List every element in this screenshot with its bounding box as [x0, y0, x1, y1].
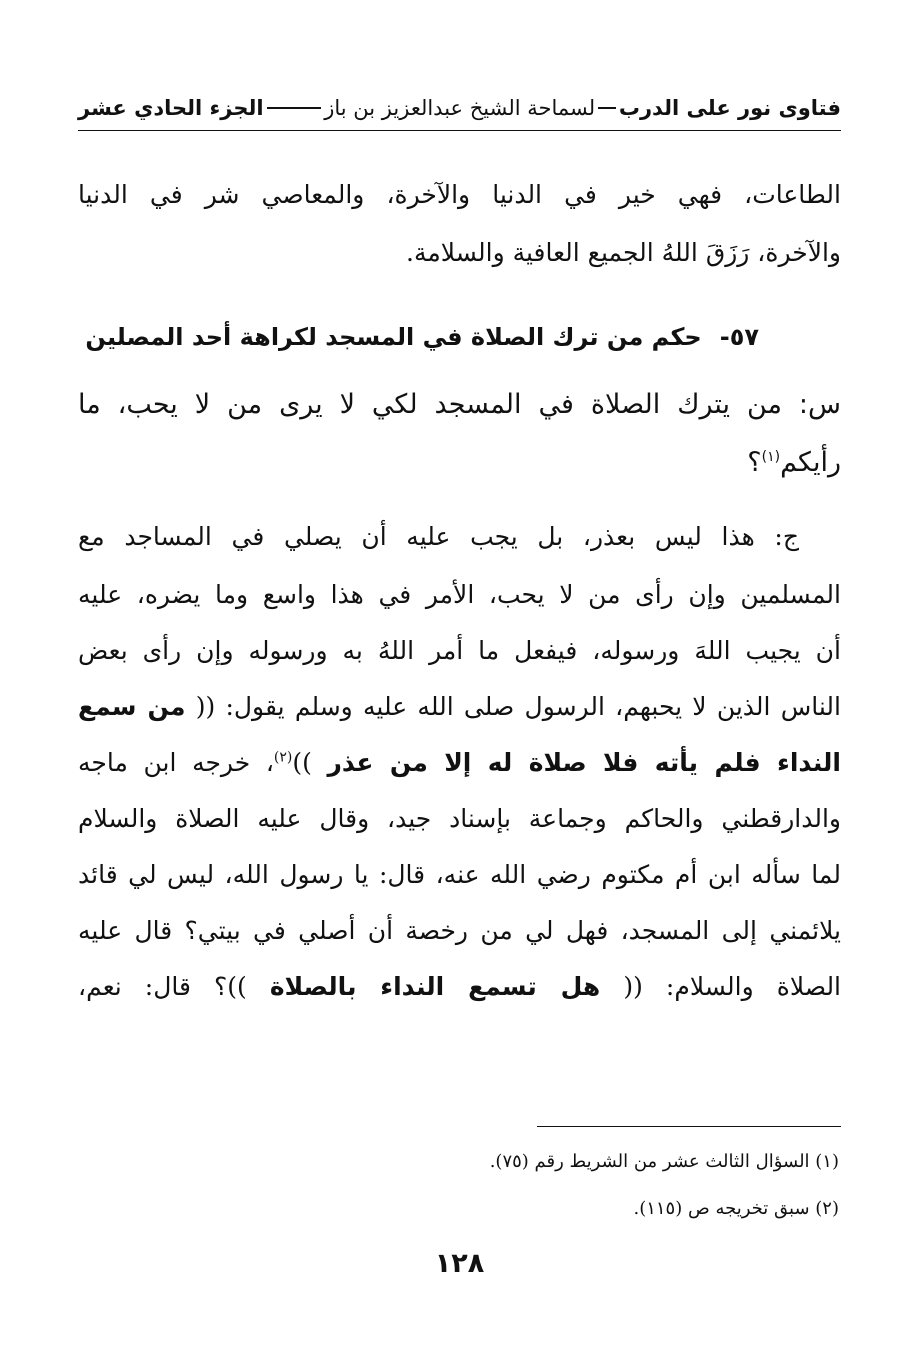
header-rule [78, 130, 841, 131]
question-word: رأيكم [780, 447, 841, 478]
answer-segment: ))؟ قال: نعم، [78, 972, 247, 1001]
text-line: والآخرة، رَزَقَ اللهُ الجميع العافية والسلامة. [406, 238, 841, 267]
answer-segment: الناس الذين لا يحبهم، الرسول صلى الله عليه وسلم يقول: (( [195, 692, 841, 721]
answer-line: المسلمين وإن رأى من لا يحب، الأمر في هذا واسع وما يضره، عليه [78, 580, 841, 609]
footnote-rule [537, 1126, 841, 1127]
footnote-ref: (١) [761, 449, 781, 465]
answer-segment: الصلاة والسلام: (( [623, 972, 841, 1001]
header-dash [267, 107, 322, 109]
answer-line: ج: هذا ليس بعذر، بل يجب عليه أن يصلي في المساجد مع [78, 522, 799, 551]
volume-label: الجزء الحادي عشر [78, 96, 264, 120]
answer-segment: ، خرجه ابن ماجه [78, 748, 274, 777]
section-title: حكم من ترك الصلاة في المسجد لكراهة أحد المصلين [85, 323, 702, 351]
answer-line: والدارقطني والحاكم وجماعة بإسناد جيد، وقال عليه الصلاة والسلام [78, 804, 841, 833]
quote-close: )) [292, 748, 312, 777]
question-line: س: من يترك الصلاة في المسجد لكي لا يرى من لا يحب، ما [78, 389, 841, 420]
author-credit: لسماحة الشيخ عبدالعزيز بن باز [324, 96, 596, 120]
answer-line [78, 736, 841, 790]
section-heading [78, 312, 759, 362]
book-title: فتاوى نور على الدرب [618, 96, 841, 120]
hadith-quote: النداء فلم يأته فلا صلاة له إلا من عذر [327, 748, 841, 777]
footnote-ref: (٢) [273, 749, 293, 766]
answer-line: يلائمني إلى المسجد، فهل لي من رخصة أن أصلي في بيتي؟ قال عليه [78, 916, 841, 945]
question-mark: ؟ [747, 447, 762, 478]
answer-line: لما سأله ابن أم مكتوم رضي الله عنه، قال: يا رسول الله، ليس لي قائد [78, 860, 841, 889]
footnote: (١) السؤال الثالث عشر من الشريط رقم (٧٥). [489, 1151, 839, 1172]
section-number: ٥٧- [719, 323, 759, 351]
footnote: (٢) سبق تخريجه ص (١١٥). [633, 1198, 839, 1219]
answer-line: أن يجيب اللهَ ورسوله، فيفعل ما أمر اللهُ به ورسوله وإن رأى بعض [78, 636, 841, 665]
running-header [78, 88, 841, 128]
answer-line [78, 960, 841, 1014]
hadith-quote: من سمع [78, 692, 186, 721]
hadith-quote: هل تسمع النداء بالصلاة [269, 972, 601, 1001]
page-number: ١٢٨ [434, 1248, 485, 1279]
header-dash [598, 107, 616, 109]
text-line: الطاعات، فهي خير في الدنيا والآخرة، والمعاصي شر في الدنيا [78, 180, 841, 209]
answer-line [78, 680, 841, 734]
question-line [78, 436, 841, 490]
